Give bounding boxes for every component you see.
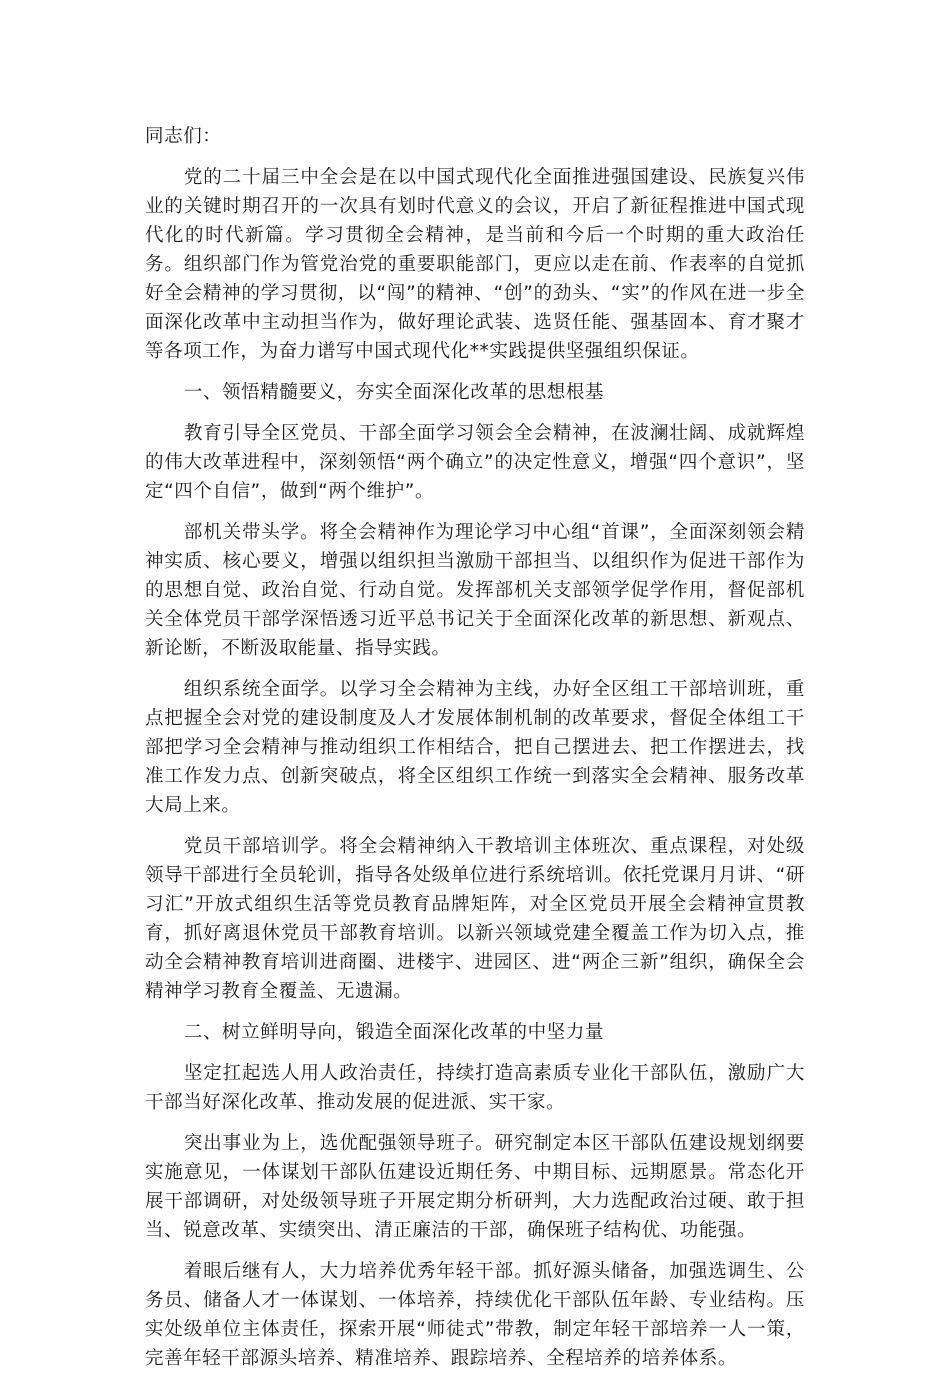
section-heading-1: 一、领悟精髓要义，夯实全面深化改革的思想根基 xyxy=(183,382,605,403)
paragraph-intro: 党的二十届三中全会是在以中国式现代化全面推进强国建设、民族复兴伟业的关键时期召开的一次具有划时代意义的会议，开启了新征程推进中国式现代化的时代新篇。学习贯彻全会精神，是当前和今后一个时期的重大政治任务。组织部门作为管党治党的重要职能部门，更应以走在前、作表率的自觉抓好全会精神的学习贯彻，以“闯”的精神、“创”的劲头、“实”的作风在进一步全面深化改革中主动担当作为，做好理论武装、选贤任能、强基固本、育才聚才等各项工作，为奋力谱写中国式现代化**实践提供坚强组织保证。 xyxy=(145,167,805,362)
salutation: 同志们： xyxy=(145,126,222,147)
paragraph-young-cadres: 着眼后继有人，大力培养优秀年轻干部。抓好源头储备，加强选调生、公务员、储备人才一体谋划、一体培养，持续优化干部队伍年龄、专业结构。压实处级单位主体责任，探索开展“师徒式”带教，制定年轻干部培养一人一策，完善年轻干部源头培养、精准培养、跟踪培养、全程培养的培养体系。 xyxy=(145,1261,805,1369)
paragraph-cadre-training: 党员干部培训学。将全会精神纳入干教培训主体班次、重点课程，对处级领导干部进行全员轮训，指导各处级单位进行系统培训。依托党课月月讲、“研习汇”开放式组织生活等党员教育品牌矩阵，对全区党员开展全会精神宣贯教育，抓好离退休党员干部教育培训。以新兴领域党建全覆盖工作为切入点，推动全会精神教育培训进商圈、进楼宇、进园区、进“两企三新”组织，确保全会精神学习教育全覆盖、无遗漏。 xyxy=(145,836,805,1002)
document-body xyxy=(145,122,805,1385)
section-heading-2: 二、树立鲜明导向，锻造全面深化改革的中坚力量 xyxy=(183,1022,605,1043)
paragraph-department-study: 部机关带头学。将全会精神作为理论学习中心组“首课”，全面深刻领会精神实质、核心要义，增强以组织担当激励干部担当、以组织作为促进干部作为的思想自觉、政治自觉、行动自觉。发挥部机关支部领学促学作用，督促部机关全体党员干部学深悟透习近平总书记关于全面深化改革的新思想、新观点、新论断，不断汲取能量、指导实践。 xyxy=(145,522,805,659)
paragraph-section1-overview: 教育引导全区党员、干部全面学习领会全会精神，在波澜壮阔、成就辉煌的伟大改革进程中，深刻领悟“两个确立”的决定性意义，增强“四个意识”，坚定“四个自信”，做到“两个维护”。 xyxy=(145,423,805,502)
paragraph-section2-overview: 坚定扛起选人用人政治责任，持续打造高素质专业化干部队伍，激励广大干部当好深化改革、推动发展的促进派、实干家。 xyxy=(145,1063,805,1113)
paragraph-leadership-teams: 突出事业为上，选优配强领导班子。研究制定本区干部队伍建设规划纲要实施意见，一体谋划干部队伍建设近期任务、中期目标、远期愿景。常态化开展干部调研，对处级领导班子开展定期分析研判，大力选配政治过硬、敢于担当、锐意改革、实绩突出、清正廉洁的干部，确保班子结构优、功能强。 xyxy=(145,1133,805,1241)
paragraph-system-study: 组织系统全面学。以学习全会精神为主线，办好全区组工干部培训班，重点把握全会对党的建设制度及人才发展体制机制的改革要求，督促全体组工干部把学习全会精神与推动组织工作相结合，把自己摆进去、把工作摆进去，找准工作发力点、创新突破点，将全区组织工作统一到落实全会精神、服务改革大局上来。 xyxy=(145,679,805,816)
